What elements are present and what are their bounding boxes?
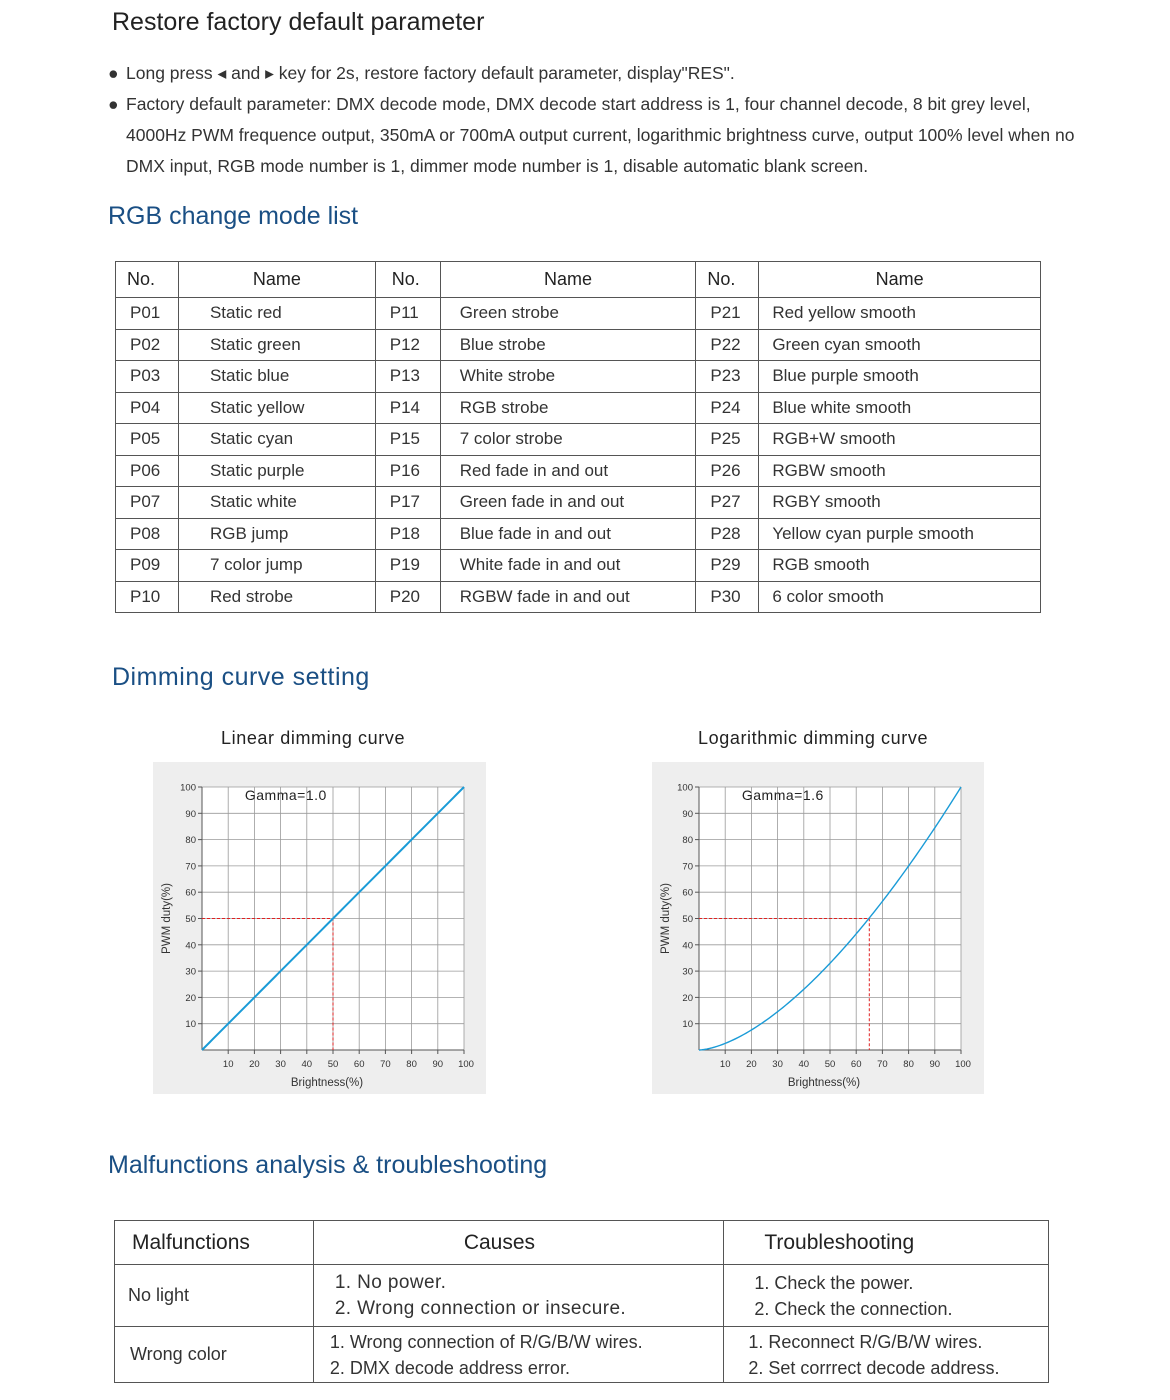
mode-name-cell: Static green: [178, 329, 375, 361]
mode-name-cell: 6 color smooth: [759, 581, 1041, 613]
col-header-name: Name: [759, 262, 1041, 298]
x-tick-label: 50: [824, 1059, 836, 1070]
table-header-row: [116, 262, 1041, 298]
mode-number-cell: P21: [696, 298, 759, 330]
mode-number-cell: P09: [116, 550, 179, 582]
rgb-mode-table: [115, 261, 1041, 613]
x-tick-label: 30: [275, 1059, 286, 1070]
mode-name-cell: Red fade in and out: [440, 455, 696, 487]
mode-name-cell: Green cyan smooth: [759, 329, 1041, 361]
x-tick-label: 100: [458, 1059, 474, 1070]
x-tick-label: 20: [249, 1059, 260, 1070]
linear-chart-panel: [153, 762, 486, 1094]
mode-name-cell: 7 color strobe: [440, 424, 696, 456]
col-header-no: No.: [696, 262, 759, 298]
y-tick-label: 90: [682, 808, 693, 820]
table-row: [116, 455, 1041, 487]
mode-name-cell: Static white: [178, 487, 375, 519]
mode-name-cell: 7 color jump: [178, 550, 375, 582]
bullet-dot: ●: [108, 63, 119, 83]
table-row: [116, 581, 1041, 613]
mode-number-cell: P23: [696, 361, 759, 393]
x-tick-label: 40: [798, 1059, 810, 1070]
log-dimming-chart: [652, 762, 984, 1094]
mode-number-cell: P26: [696, 455, 759, 487]
log-chart-panel: [652, 762, 984, 1094]
x-tick-label: 70: [877, 1059, 888, 1070]
y-tick-label: 50: [185, 914, 196, 925]
mode-number-cell: P03: [116, 361, 179, 393]
mode-number-cell: P22: [696, 329, 759, 361]
mode-name-cell: RGB smooth: [759, 550, 1041, 582]
mode-name-cell: Static yellow: [178, 392, 375, 424]
col-header-causes: Causes: [313, 1221, 724, 1265]
mode-number-cell: P15: [375, 424, 440, 456]
cause-line: 1. Wrong connection of R/G/B/W wires.: [329, 1331, 643, 1352]
mode-number-cell: P25: [696, 424, 759, 456]
table-row: [116, 361, 1041, 393]
x-tick-label: 60: [850, 1059, 862, 1070]
mode-name-cell: Static blue: [178, 361, 375, 393]
mode-number-cell: P17: [375, 487, 440, 519]
mode-number-cell: P04: [116, 392, 179, 424]
y-tick-label: 80: [185, 835, 196, 847]
table-row: [116, 424, 1041, 456]
y-tick-label: 50: [682, 914, 693, 925]
malfunctions-table: [114, 1220, 1049, 1383]
table-row: [115, 1265, 1049, 1327]
mode-name-cell: Blue fade in and out: [440, 518, 696, 550]
y-tick-label: 60: [682, 887, 693, 899]
mode-name-cell: Green strobe: [440, 298, 696, 330]
y-axis-label: PWM duty(%): [161, 883, 173, 954]
fix-cell: [724, 1327, 1049, 1383]
col-header-troubleshooting: Troubleshooting: [724, 1221, 1049, 1265]
y-tick-label: 20: [185, 992, 196, 1004]
x-tick-label: 60: [353, 1059, 365, 1070]
mode-name-cell: Static purple: [178, 455, 375, 487]
mode-name-cell: Static red: [178, 298, 375, 330]
col-header-name: Name: [178, 262, 375, 298]
mode-name-cell: Green fade in and out: [440, 487, 696, 519]
mode-name-cell: Red strobe: [178, 581, 375, 613]
y-tick-label: 80: [682, 835, 693, 847]
mode-number-cell: P07: [116, 487, 179, 519]
mode-number-cell: P05: [116, 424, 179, 456]
mode-name-cell: RGB strobe: [440, 392, 696, 424]
mode-name-cell: Blue white smooth: [759, 392, 1041, 424]
table-header-row: [115, 1221, 1049, 1265]
mode-number-cell: P18: [375, 518, 440, 550]
mode-number-cell: P29: [696, 550, 759, 582]
mode-name-cell: Red yellow smooth: [759, 298, 1041, 330]
mode-number-cell: P16: [375, 455, 440, 487]
mode-number-cell: P28: [696, 518, 759, 550]
y-tick-label: 60: [185, 887, 196, 899]
mode-name-cell: RGBY smooth: [759, 487, 1041, 519]
x-tick-label: 80: [406, 1059, 417, 1070]
mode-name-cell: White fade in and out: [440, 550, 696, 582]
x-tick-label: 70: [380, 1059, 391, 1070]
table-row: [116, 298, 1041, 330]
malfunction-cell: No light: [115, 1265, 314, 1327]
mode-name-cell: Yellow cyan purple smooth: [759, 518, 1041, 550]
mode-name-cell: RGBW fade in and out: [440, 581, 696, 613]
mode-number-cell: P06: [116, 455, 179, 487]
cause-line: 2. Wrong connection or insecure.: [334, 1297, 627, 1319]
mode-number-cell: P08: [116, 518, 179, 550]
col-header-no: No.: [375, 262, 440, 298]
mode-name-cell: Static cyan: [178, 424, 375, 456]
y-tick-label: 20: [682, 992, 693, 1004]
x-axis-label: Brightness(%): [290, 1077, 364, 1089]
x-tick-label: 100: [955, 1059, 971, 1070]
y-tick-label: 100: [180, 782, 196, 794]
rgb-list-title: RGB change mode list: [108, 202, 359, 230]
col-header-no: No.: [116, 262, 179, 298]
mode-number-cell: P02: [116, 329, 179, 361]
bullet-text: Factory default parameter: DMX decode mode, DMX decode start address is 1, four channel decode, 8 bit grey level, 4000Hz PWM frequence output, 350mA or 700mA output current, logarithmic brightness curve, output 100% level when no DMX input, RGB mode number is 1, dimmer mode number is 1, disable automatic blank screen.: [126, 94, 1075, 176]
mode-number-cell: P13: [375, 361, 440, 393]
log-chart-title: Logarithmic dimming curve: [698, 728, 929, 748]
linear-chart-title: Linear dimming curve: [221, 728, 406, 748]
mode-name-cell: White strobe: [440, 361, 696, 393]
x-tick-label: 90: [929, 1059, 941, 1070]
y-tick-label: 90: [185, 808, 196, 820]
mode-name-cell: RGBW smooth: [759, 455, 1041, 487]
fix-cell: [724, 1265, 1049, 1327]
mode-number-cell: P14: [375, 392, 440, 424]
mode-number-cell: P01: [116, 298, 179, 330]
mode-name-cell: RGB jump: [178, 518, 375, 550]
x-tick-label: 90: [432, 1059, 444, 1070]
y-tick-label: 70: [185, 861, 196, 873]
mode-number-cell: P10: [116, 581, 179, 613]
x-tick-label: 20: [746, 1059, 757, 1070]
linear-dimming-chart: [153, 762, 486, 1094]
x-tick-label: 10: [719, 1059, 731, 1070]
mode-number-cell: P30: [696, 581, 759, 613]
y-tick-label: 30: [682, 966, 693, 978]
y-tick-label: 10: [682, 1019, 693, 1031]
dimming-title: Dimming curve setting: [112, 663, 370, 691]
mode-number-cell: P27: [696, 487, 759, 519]
table-row: [116, 329, 1041, 361]
bullet-item: [108, 89, 1088, 182]
y-tick-label: 10: [185, 1019, 196, 1031]
causes-cell: [313, 1327, 724, 1383]
col-header-name: Name: [440, 262, 696, 298]
fix-line: 2. Set corrrect decode address.: [748, 1357, 1000, 1378]
x-tick-label: 40: [301, 1059, 313, 1070]
x-tick-label: 80: [903, 1059, 914, 1070]
table-row: [116, 487, 1041, 519]
gamma-annotation: Gamma=1.6: [741, 787, 824, 804]
mode-number-cell: P19: [375, 550, 440, 582]
fix-line: 1. Check the power.: [754, 1272, 914, 1293]
cause-line: 1. No power.: [334, 1271, 447, 1293]
mode-number-cell: P24: [696, 392, 759, 424]
table-row: [116, 518, 1041, 550]
gamma-annotation: Gamma=1.0: [244, 787, 327, 804]
table-row: [116, 550, 1041, 582]
x-tick-label: 50: [327, 1059, 339, 1070]
y-tick-label: 100: [677, 782, 693, 794]
mode-name-cell: Blue strobe: [440, 329, 696, 361]
col-header-malfunctions: Malfunctions: [115, 1221, 314, 1265]
cause-line: 2. DMX decode address error.: [329, 1357, 570, 1378]
y-tick-label: 30: [185, 966, 196, 978]
bullet-dot: ●: [108, 94, 119, 114]
mode-number-cell: P12: [375, 329, 440, 361]
y-tick-label: 40: [185, 940, 196, 952]
mode-name-cell: RGB+W smooth: [759, 424, 1041, 456]
restore-bullets: [108, 58, 1088, 182]
mode-number-cell: P11: [375, 298, 440, 330]
y-axis-label: PWM duty(%): [660, 883, 672, 954]
mode-number-cell: P20: [375, 581, 440, 613]
table-row: [115, 1327, 1049, 1383]
x-tick-label: 10: [222, 1059, 234, 1070]
table-row: [116, 392, 1041, 424]
x-axis-label: Brightness(%): [787, 1077, 861, 1089]
malfunction-cell: Wrong color: [115, 1327, 314, 1383]
x-tick-label: 30: [772, 1059, 783, 1070]
bullet-text: Long press ◂ and ▸ key for 2s, restore factory default parameter, display"RES".: [126, 63, 735, 83]
mode-name-cell: Blue purple smooth: [759, 361, 1041, 393]
causes-cell: [313, 1265, 724, 1327]
y-tick-label: 40: [682, 940, 693, 952]
fix-line: 1. Reconnect R/G/B/W wires.: [748, 1331, 983, 1352]
malfunctions-title: Malfunctions analysis & troubleshooting: [108, 1151, 548, 1179]
fix-line: 2. Check the connection.: [754, 1298, 953, 1319]
restore-title: Restore factory default parameter: [112, 8, 485, 36]
y-tick-label: 70: [682, 861, 693, 873]
bullet-item: [108, 58, 1088, 89]
